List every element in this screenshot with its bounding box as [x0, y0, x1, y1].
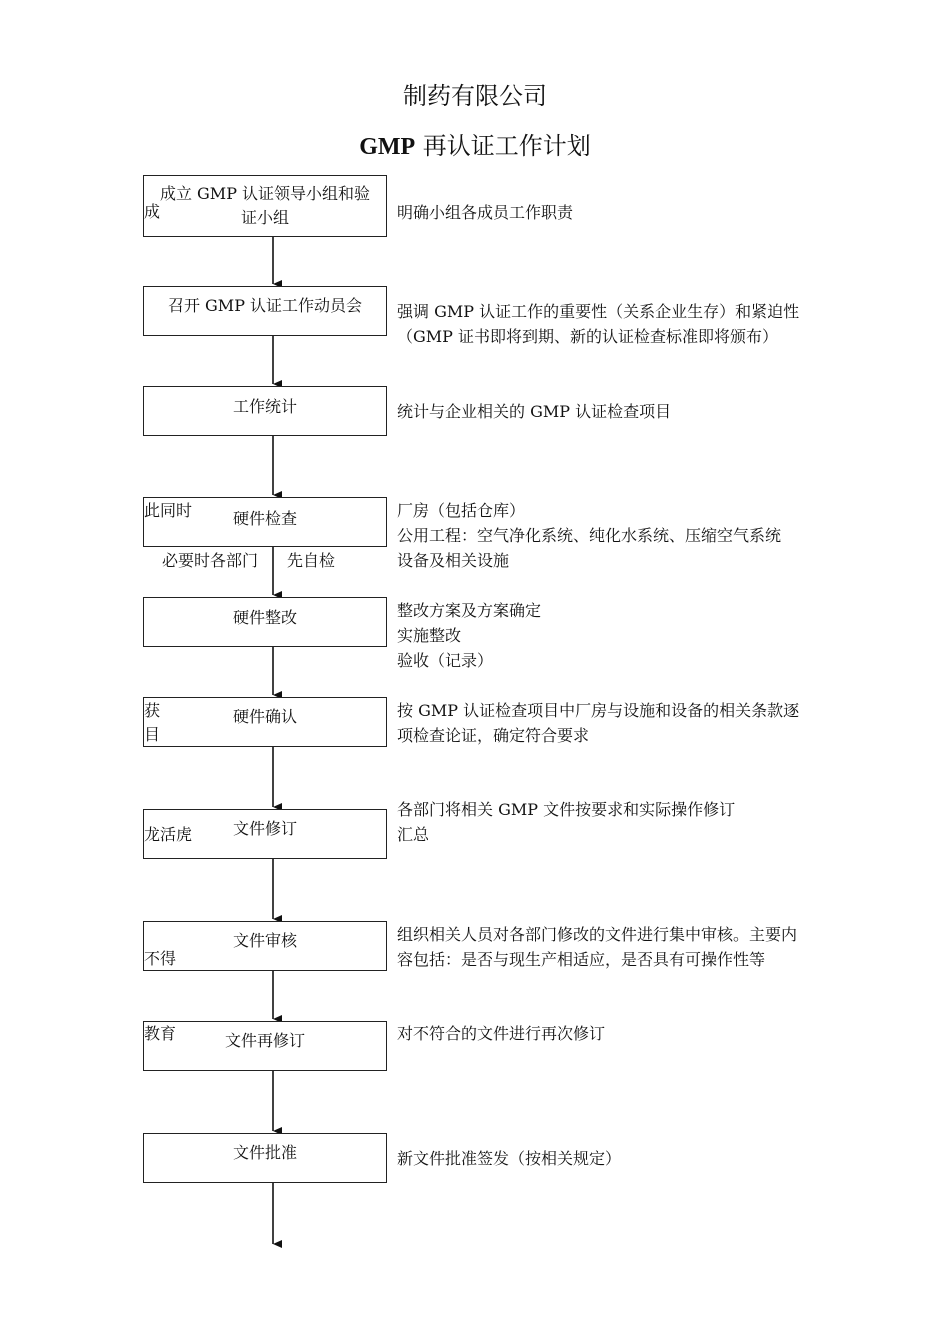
- step-box-6: [143, 697, 387, 747]
- note-line: 强调 GMP 认证工作的重要性（关系企业生存）和紧迫性: [397, 302, 800, 321]
- step-9-side-text: 教育: [144, 1024, 177, 1043]
- note-line: 对不符合的文件进行再次修订: [397, 1024, 606, 1043]
- step-box-2: [143, 286, 387, 336]
- note-line: 设备及相关设施: [397, 551, 510, 570]
- step-note-2: [397, 299, 799, 349]
- company-name: 制药有限公司: [403, 82, 547, 110]
- step-label-9: 文件再修订: [224, 1031, 305, 1050]
- step-box-5: [143, 597, 387, 647]
- title-text: 再认证工作计划: [415, 132, 591, 160]
- note-line: （GMP 证书即将到期、新的认证检查标准即将颁布）: [397, 327, 779, 346]
- between-left-text: 必要时各部门: [162, 551, 259, 570]
- note-line: 验收（记录）: [397, 651, 494, 670]
- note-line: 统计与企业相关的 GMP 认证检查项目: [397, 402, 672, 421]
- step-label-2: 召开 GMP 认证工作动员会: [167, 296, 363, 315]
- title-gmp: GMP: [359, 134, 416, 160]
- step-label-5: 硬件整改: [232, 608, 297, 627]
- step-box-3: [143, 386, 387, 436]
- note-line: 厂房（包括仓库）: [397, 501, 526, 520]
- step-7-side-text: 龙活虎: [144, 825, 193, 844]
- note-line: 容包括：是否与现生产相适应，是否具有可操作性等: [397, 950, 766, 969]
- note-line: 整改方案及方案确定: [397, 601, 542, 620]
- note-line: 明确小组各成员工作职责: [397, 203, 574, 222]
- step-note-1: [397, 200, 573, 225]
- step-1-overflow-text: 成: [144, 202, 161, 221]
- step-note-6: [397, 698, 799, 748]
- step-label-1-line2: 证小组: [240, 208, 289, 227]
- step-note-7: [397, 797, 735, 847]
- step-6-side-text-2: 目: [144, 725, 161, 744]
- step-box-9: [143, 1021, 387, 1071]
- note-line: 组织相关人员对各部门修改的文件进行集中审核。主要内: [397, 925, 798, 944]
- step-note-3: [397, 399, 671, 424]
- note-line: 公用工程：空气净化系统、纯化水系统、压缩空气系统: [397, 526, 782, 545]
- step-note-10: [397, 1146, 621, 1171]
- note-line: 新文件批准签发（按相关规定）: [397, 1149, 622, 1168]
- between-right-text: 先自检: [287, 551, 336, 570]
- step-note-4: [397, 498, 781, 573]
- step-label-3: 工作统计: [232, 397, 297, 416]
- note-line: 按 GMP 认证检查项目中厂房与设施和设备的相关条款逐: [397, 701, 800, 720]
- note-line: 项检查论证，确定符合要求: [397, 726, 590, 745]
- note-line: 各部门将相关 GMP 文件按要求和实际操作修订: [397, 800, 736, 819]
- step-box-10: [143, 1133, 387, 1183]
- step-box-1: [143, 175, 387, 237]
- step-box-8: [143, 921, 387, 971]
- step-note-9: [397, 1021, 605, 1046]
- step-8-side-text: 不得: [144, 949, 177, 968]
- step-label-10: 文件批准: [232, 1143, 297, 1162]
- step-note-8: [397, 922, 797, 972]
- note-line: 实施整改: [397, 626, 462, 645]
- step-label-4: 硬件检查: [232, 509, 297, 528]
- step-label-1-line1: 成立 GMP 认证领导小组和验: [159, 184, 371, 203]
- step-label-6: 硬件确认: [232, 707, 297, 726]
- step-label-7: 文件修订: [232, 819, 297, 838]
- step-4-side-text: 此同时: [144, 501, 193, 520]
- note-line: 汇总: [397, 825, 430, 844]
- step-label-8: 文件审核: [232, 931, 297, 950]
- step-note-5: [397, 598, 541, 673]
- step-6-side-text-1: 获: [144, 701, 161, 720]
